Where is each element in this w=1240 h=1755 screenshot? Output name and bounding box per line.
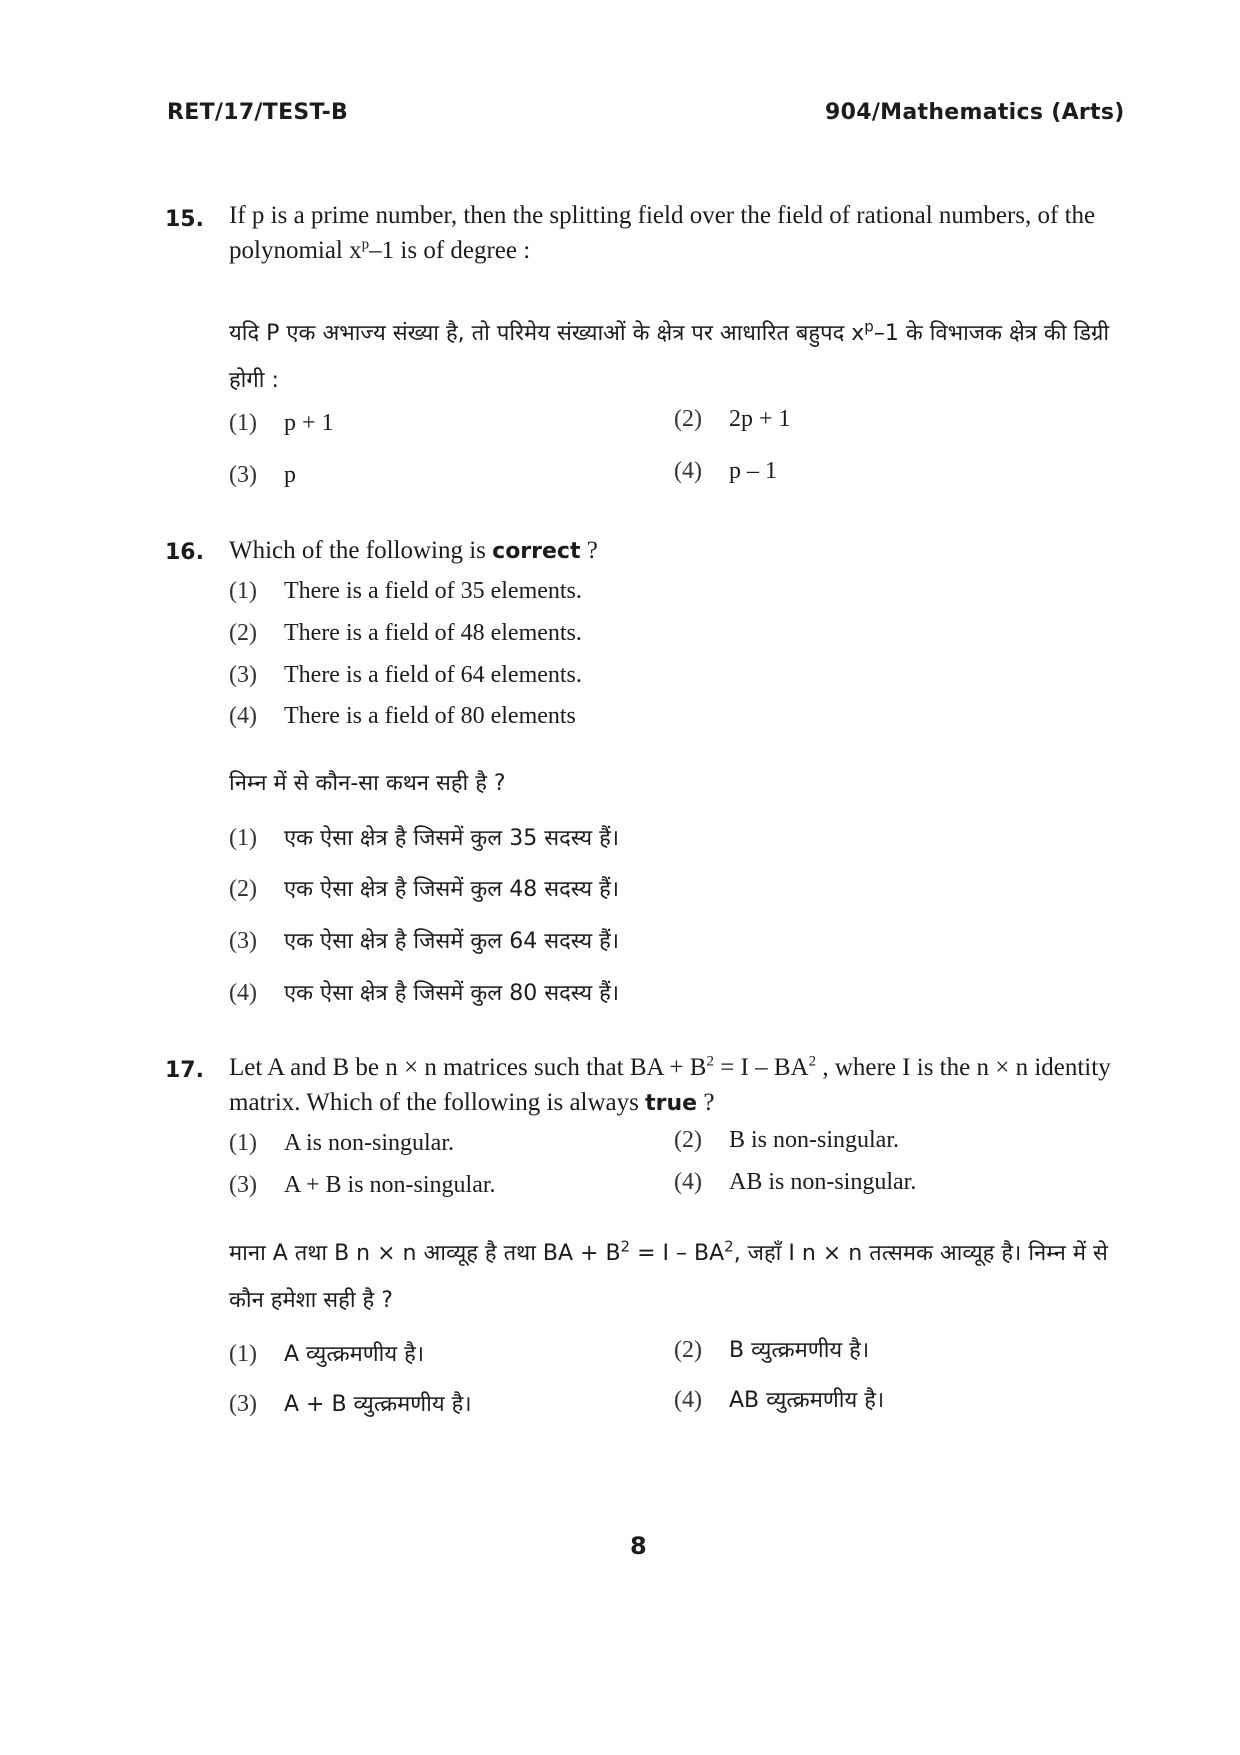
q16-option-4[interactable]: (4) There is a field of 80 elements	[229, 703, 576, 729]
question-15-text-hi: यदि P एक अभाज्य संख्या है, तो परिमेय संख्याओं के क्षेत्र पर आधारित बहुपद $x^p-1$ के विभाजक क्षेत्र की डिग्री होगी :	[229, 317, 1110, 393]
question-17-text-hi: माना A तथा B n × n आव्यूह है तथा BA + $B^2 = I - BA^2$, जहाँ I n × n तत्समक आव्यूह है। निम्न में से कौन हमेशा सही है ?	[229, 1237, 1108, 1313]
page-number: 8	[630, 1532, 647, 1560]
q17-hi-option-2[interactable]: (2) B व्युत्क्रमणीय है।	[674, 1337, 870, 1363]
q15-option-4[interactable]: (4) p – 1	[674, 458, 777, 484]
question-number-17: 17.	[165, 1058, 204, 1083]
q16-hi-option-2[interactable]: (2) एक ऐसा क्षेत्र है जिसमें कुल 48 सदस्य हैं।	[229, 876, 620, 902]
question-number-15: 15.	[165, 207, 204, 232]
q16-option-2[interactable]: (2) There is a field of 48 elements.	[229, 620, 582, 646]
subject-code: 904/Mathematics (Arts)	[825, 100, 1125, 125]
question-16-text-hi: निम्न में से कौन-सा कथन सही है ?	[229, 771, 506, 796]
q15-option-1[interactable]: (1) p + 1	[229, 410, 334, 436]
q16-hi-option-3[interactable]: (3) एक ऐसा क्षेत्र है जिसमें कुल 64 सदस्य हैं।	[229, 928, 620, 954]
q17-hi-option-3[interactable]: (3) A + B व्युत्क्रमणीय है।	[229, 1391, 472, 1417]
paper-code: RET/17/TEST-B	[167, 100, 349, 125]
q15-option-2[interactable]: (2) 2p + 1	[674, 406, 791, 432]
question-16-text-en: Which of the following is correct ?	[229, 537, 598, 564]
question-17-text-en: Let A and B be n × n matrices such that BA + $B^2 = I - BA^2$ , where I is the n × n identity matrix. Which of the following is always true ?	[229, 1053, 1111, 1116]
q17-hi-option-4[interactable]: (4) AB व्युत्क्रमणीय है।	[674, 1387, 885, 1413]
question-15-text-en: If p is a prime number, then the splitting field over the field of rational numbers, of the polynomial $x^p-1$ is of degree :	[229, 202, 1096, 264]
q16-hi-option-4[interactable]: (4) एक ऐसा क्षेत्र है जिसमें कुल 80 सदस्य हैं।	[229, 980, 620, 1006]
q17-option-4[interactable]: (4) AB is non-singular.	[674, 1169, 917, 1195]
q16-hi-option-1[interactable]: (1) एक ऐसा क्षेत्र है जिसमें कुल 35 सदस्य हैं।	[229, 825, 620, 851]
q17-option-3[interactable]: (3) A + B is non-singular.	[229, 1172, 496, 1198]
q16-option-1[interactable]: (1) There is a field of 35 elements.	[229, 578, 582, 604]
q15-option-3[interactable]: (3) p	[229, 462, 296, 488]
question-number-16: 16.	[165, 540, 204, 565]
q16-option-3[interactable]: (3) There is a field of 64 elements.	[229, 662, 582, 688]
q17-option-2[interactable]: (2) B is non-singular.	[674, 1127, 900, 1153]
q17-hi-option-1[interactable]: (1) A व्युत्क्रमणीय है।	[229, 1341, 425, 1367]
q17-option-1[interactable]: (1) A is non-singular.	[229, 1130, 455, 1156]
